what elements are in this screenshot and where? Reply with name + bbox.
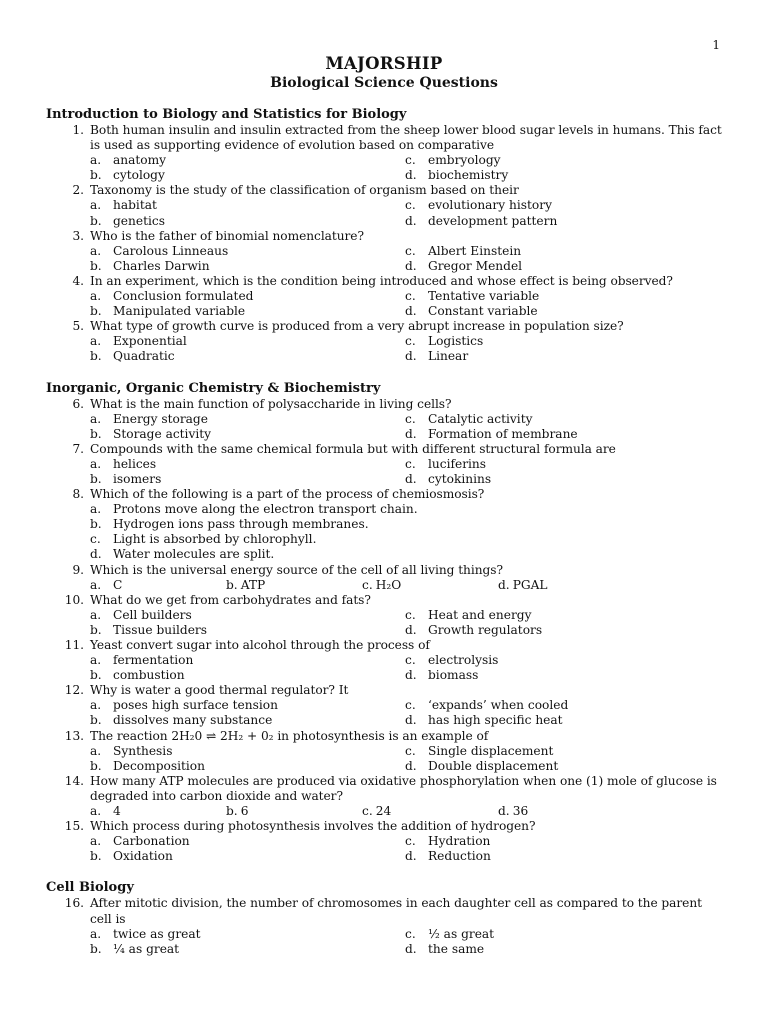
answer-option	[226, 804, 362, 819]
question-text: After mitotic division, the number of chromosomes in each daughter cell as compared to the parent cell is	[90, 896, 702, 926]
question-number: 16.	[64, 896, 84, 911]
answer-options	[46, 744, 726, 774]
answer-option	[405, 349, 677, 364]
answer-option	[90, 334, 405, 349]
answer-options	[46, 457, 726, 487]
option-letter: c.	[405, 926, 416, 941]
question-number: 6.	[72, 396, 84, 411]
option-text: PGAL	[512, 577, 548, 592]
option-text: Catalytic activity	[428, 411, 533, 426]
answer-option	[90, 427, 405, 442]
option-text: Synthesis	[113, 743, 173, 758]
option-text: Albert Einstein	[428, 243, 522, 258]
option-text: the same	[428, 941, 485, 956]
option-letter: c.	[405, 698, 416, 713]
option-letter: a.	[90, 411, 102, 426]
answer-option	[405, 244, 677, 259]
question-text: Which is the universal energy source of the cell of all living things?	[90, 562, 503, 577]
option-letter: c.	[362, 804, 373, 819]
document-title: MAJORSHIP	[325, 54, 443, 73]
option-text: anatomy	[113, 153, 167, 168]
option-text: 24	[375, 804, 392, 819]
answer-option	[405, 153, 677, 168]
question-number: 2.	[72, 183, 84, 198]
option-letter: a.	[90, 743, 102, 758]
option-text: C	[113, 577, 123, 592]
answer-option	[405, 304, 677, 319]
option-text: Formation of membrane	[428, 426, 578, 441]
answer-option	[405, 289, 677, 304]
option-text: embryology	[428, 153, 501, 168]
answer-option	[90, 472, 405, 487]
option-letter: c.	[405, 153, 416, 168]
option-letter: c.	[405, 289, 416, 304]
option-text: poses high surface tension	[113, 698, 278, 713]
question-number: 4.	[72, 273, 84, 288]
answer-options	[46, 834, 726, 864]
question-text: Compounds with the same chemical formula but with different structural formula are	[90, 441, 616, 456]
page-number: 1	[712, 38, 720, 52]
question-item	[46, 729, 726, 774]
option-letter: b.	[90, 426, 102, 441]
option-letter: b.	[90, 471, 102, 486]
question-number: 7.	[72, 441, 84, 456]
answer-option	[90, 244, 405, 259]
answer-options	[46, 198, 726, 228]
option-letter: a.	[90, 926, 102, 941]
answer-options	[46, 502, 726, 562]
option-text: Logistics	[428, 334, 484, 349]
option-text: Charles Darwin	[113, 258, 210, 273]
question	[46, 487, 726, 502]
option-text: Exponential	[113, 334, 187, 349]
answer-option	[90, 849, 405, 864]
answer-options	[46, 927, 726, 957]
option-text: ¼ as great	[113, 941, 180, 956]
answer-option	[90, 653, 405, 668]
answer-option	[90, 698, 405, 713]
answer-option	[405, 744, 677, 759]
option-letter: d.	[405, 758, 417, 773]
question-item	[46, 397, 726, 442]
question	[46, 123, 726, 153]
option-text: dissolves many substance	[113, 713, 273, 728]
answer-option	[90, 927, 405, 942]
question-text: Taxonomy is the study of the classification of organism based on their	[90, 183, 519, 198]
answer-option	[362, 804, 498, 819]
answer-option	[405, 427, 677, 442]
answer-options	[46, 653, 726, 683]
option-letter: a.	[90, 289, 102, 304]
option-letter: a.	[90, 153, 102, 168]
option-letter: b.	[90, 713, 102, 728]
option-text: Protons move along the electron transport chain.	[113, 502, 418, 517]
question-text: How many ATP molecules are produced via oxidative phosphorylation when one (1) mole of glucose is degraded into carbon dioxide and water?	[90, 773, 717, 803]
option-letter: c.	[405, 411, 416, 426]
option-text: Water molecules are split.	[113, 547, 275, 562]
answer-option	[90, 744, 405, 759]
option-letter: c.	[90, 532, 101, 547]
question	[46, 563, 726, 578]
option-text: cytokinins	[428, 471, 492, 486]
question-number: 3.	[72, 228, 84, 243]
answer-option	[405, 653, 677, 668]
answer-option	[90, 578, 226, 593]
option-letter: d.	[405, 349, 417, 364]
option-letter: c.	[405, 243, 416, 258]
answer-option	[90, 198, 405, 213]
option-text: Tentative variable	[428, 289, 540, 304]
question-number: 11.	[64, 638, 84, 652]
question	[46, 593, 726, 608]
option-letter: b.	[90, 941, 102, 956]
answer-option	[405, 198, 677, 213]
option-text: 6	[240, 804, 249, 819]
option-text: twice as great	[113, 926, 201, 941]
question	[46, 274, 726, 289]
question-number: 9.	[72, 562, 84, 577]
option-text: Conclusion formulated	[113, 289, 254, 304]
option-text: biomass	[428, 668, 479, 683]
option-text: Energy storage	[113, 411, 208, 426]
answer-option	[90, 412, 405, 427]
question	[46, 638, 726, 653]
option-text: Decomposition	[113, 758, 205, 773]
answer-option	[90, 214, 405, 229]
option-letter: a.	[90, 834, 102, 849]
option-letter: b.	[90, 849, 102, 864]
answer-options	[46, 334, 726, 364]
answer-options	[46, 698, 726, 728]
question-text: Both human insulin and insulin extracted from the sheep lower blood sugar levels in humans. This fact is used as supporting evidence of evolution based on comparative	[90, 123, 722, 153]
answer-options	[46, 289, 726, 319]
option-text: Hydrogen ions pass through membranes.	[113, 517, 369, 532]
option-text: Manipulated variable	[113, 304, 246, 319]
option-letter: a.	[90, 698, 102, 713]
option-text: Constant variable	[428, 304, 538, 319]
question-item	[46, 638, 726, 683]
option-letter: d.	[405, 168, 417, 183]
answer-option	[405, 759, 677, 774]
option-letter: a.	[90, 577, 102, 592]
option-letter: c.	[362, 577, 373, 592]
answer-option	[405, 668, 677, 683]
answer-option	[405, 698, 677, 713]
option-letter: a.	[90, 653, 102, 668]
option-text: Reduction	[428, 849, 491, 864]
question-number: 10.	[64, 592, 84, 607]
answer-option	[90, 289, 405, 304]
question-number: 1.	[72, 123, 84, 137]
option-text: Linear	[428, 349, 469, 364]
option-letter: d.	[405, 713, 417, 728]
section	[46, 380, 726, 865]
option-text: combustion	[113, 668, 185, 683]
option-letter: d.	[405, 426, 417, 441]
answer-options	[46, 153, 726, 183]
question-text: What do we get from carbohydrates and fats?	[90, 592, 371, 607]
answer-option	[90, 623, 405, 638]
question-text: Which of the following is a part of the process of chemiosmosis?	[90, 487, 485, 502]
option-letter: d.	[405, 304, 417, 319]
option-text: Tissue builders	[113, 622, 208, 637]
question-item	[46, 229, 726, 274]
section	[46, 106, 726, 365]
question	[46, 683, 726, 698]
question-number: 8.	[72, 487, 84, 502]
option-text: fermentation	[113, 653, 194, 668]
answer-options	[46, 804, 726, 819]
question	[46, 319, 726, 334]
question-item	[46, 819, 726, 864]
answer-option	[498, 804, 634, 819]
document-subtitle: Biological Science Questions	[270, 75, 498, 91]
option-letter: d.	[405, 258, 417, 273]
option-text: Growth regulators	[428, 622, 543, 637]
answer-option	[405, 713, 677, 728]
answer-option	[90, 349, 405, 364]
option-text: helices	[113, 456, 157, 471]
question	[46, 729, 726, 744]
answer-option	[405, 623, 677, 638]
answer-option	[405, 168, 677, 183]
option-text: Light is absorbed by chlorophyll.	[113, 532, 317, 547]
option-letter: b.	[90, 758, 102, 773]
option-letter: b.	[90, 168, 102, 183]
question	[46, 397, 726, 412]
answer-option	[90, 168, 405, 183]
option-letter: b.	[226, 577, 238, 592]
question-text: Yeast convert sugar into alcohol through the process of	[90, 638, 430, 652]
option-text: Heat and energy	[428, 607, 532, 622]
answer-option	[90, 608, 405, 623]
option-text: ATP	[240, 577, 266, 592]
option-letter: a.	[90, 198, 102, 213]
option-text: Single displacement	[428, 743, 554, 758]
question-item	[46, 274, 726, 319]
option-letter: b.	[90, 622, 102, 637]
answer-option	[90, 668, 405, 683]
answer-option	[405, 472, 677, 487]
question-text: What is the main function of polysaccharide in living cells?	[90, 396, 452, 411]
question-text: Which process during photosynthesis involves the addition of hydrogen?	[90, 819, 536, 834]
question-text: The reaction 2H₂0 ⇌ 2H₂ + 0₂ in photosynthesis is an example of	[90, 728, 489, 743]
answer-options	[46, 412, 726, 442]
answer-option	[90, 804, 226, 819]
question-item	[46, 319, 726, 364]
option-letter: c.	[405, 607, 416, 622]
option-letter: a.	[90, 456, 102, 471]
option-text: Hydration	[428, 834, 491, 849]
answer-option	[226, 578, 362, 593]
question	[46, 183, 726, 198]
option-letter: d.	[498, 804, 510, 819]
option-letter: a.	[90, 804, 102, 819]
answer-option	[90, 502, 680, 517]
option-text: Gregor Mendel	[428, 258, 523, 273]
option-letter: b.	[90, 349, 102, 364]
option-letter: b.	[90, 304, 102, 319]
option-letter: b.	[90, 213, 102, 228]
option-letter: d.	[405, 849, 417, 864]
option-letter: d.	[498, 577, 510, 592]
option-text: 4	[113, 804, 121, 819]
answer-option	[90, 759, 405, 774]
option-letter: a.	[90, 607, 102, 622]
option-letter: d.	[405, 213, 417, 228]
answer-options	[46, 244, 726, 274]
option-letter: a.	[90, 502, 102, 517]
option-text: Double displacement	[428, 758, 559, 773]
option-text: Carolous Linneaus	[113, 243, 229, 258]
answer-option	[405, 214, 677, 229]
question-item	[46, 487, 726, 562]
option-text: Oxidation	[113, 849, 173, 864]
answer-option	[405, 927, 677, 942]
option-letter: c.	[405, 743, 416, 758]
answer-option	[405, 334, 677, 349]
option-letter: c.	[405, 198, 416, 213]
question	[46, 229, 726, 244]
option-text: Cell builders	[113, 607, 192, 622]
question-text: Why is water a good thermal regulator? It	[90, 683, 349, 698]
question	[46, 819, 726, 834]
question-text: What type of growth curve is produced from a very abrupt increase in population size?	[90, 319, 624, 334]
answer-option	[90, 153, 405, 168]
option-text: Carbonation	[113, 834, 190, 849]
answer-option	[498, 578, 634, 593]
question-number: 15.	[64, 819, 84, 834]
option-letter: b.	[226, 804, 238, 819]
question-item	[46, 442, 726, 487]
section-heading: Introduction to Biology and Statistics for Biology	[46, 107, 407, 122]
answer-option	[90, 517, 680, 532]
option-text: has high specific heat	[428, 713, 563, 728]
answer-option	[90, 834, 405, 849]
answer-options	[46, 578, 726, 593]
option-text: isomers	[113, 471, 162, 486]
option-text: evolutionary history	[428, 198, 552, 213]
option-text: ‘expands’ when cooled	[428, 698, 569, 713]
answer-option	[405, 942, 677, 957]
option-text: cytology	[113, 168, 165, 183]
option-text: H₂O	[375, 577, 402, 592]
answer-option	[90, 713, 405, 728]
answer-option	[405, 457, 677, 472]
option-text: genetics	[113, 213, 165, 228]
option-letter: d.	[405, 941, 417, 956]
answer-option	[90, 457, 405, 472]
question-sections	[46, 106, 726, 972]
answer-option	[90, 942, 405, 957]
option-text: ½ as great	[428, 926, 495, 941]
option-letter: c.	[405, 834, 416, 849]
answer-option	[405, 834, 677, 849]
question-item	[46, 774, 726, 819]
question-number: 12.	[64, 683, 84, 698]
answer-option	[90, 547, 680, 562]
question-text: Who is the father of binomial nomenclature?	[90, 228, 364, 243]
answer-options	[46, 608, 726, 638]
question-item	[46, 896, 726, 956]
question	[46, 896, 726, 926]
option-text: development pattern	[428, 213, 558, 228]
option-letter: c.	[405, 653, 416, 668]
option-text: luciferins	[428, 456, 487, 471]
question-item	[46, 123, 726, 183]
question-item	[46, 593, 726, 638]
answer-option	[90, 532, 680, 547]
option-letter: a.	[90, 243, 102, 258]
answer-option	[405, 412, 677, 427]
answer-option	[405, 259, 677, 274]
section	[46, 879, 726, 956]
option-text: Quadratic	[113, 349, 175, 364]
option-letter: d.	[405, 622, 417, 637]
option-text: habitat	[113, 198, 157, 213]
question-number: 5.	[72, 319, 84, 334]
answer-option	[405, 849, 677, 864]
option-letter: c.	[405, 456, 416, 471]
answer-option	[405, 608, 677, 623]
option-letter: d.	[90, 547, 102, 562]
question-item	[46, 183, 726, 228]
option-letter: a.	[90, 334, 102, 349]
question	[46, 442, 726, 457]
answer-option	[90, 259, 405, 274]
question-item	[46, 563, 726, 593]
option-text: electrolysis	[428, 653, 499, 668]
question-number: 13.	[64, 728, 84, 743]
question-number: 14.	[64, 773, 84, 788]
answer-option	[362, 578, 498, 593]
option-letter: b.	[90, 258, 102, 273]
section-heading: Cell Biology	[46, 880, 134, 896]
option-letter: b.	[90, 517, 102, 532]
option-text: Storage activity	[113, 426, 212, 441]
question	[46, 774, 726, 804]
question-item	[46, 683, 726, 728]
option-text: 36	[512, 804, 529, 819]
section-heading: Inorganic, Organic Chemistry & Biochemistry	[46, 380, 381, 396]
option-letter: b.	[90, 668, 102, 683]
option-letter: d.	[405, 471, 417, 486]
option-text: biochemistry	[428, 168, 509, 183]
option-letter: d.	[405, 668, 417, 683]
answer-option	[90, 304, 405, 319]
option-letter: c.	[405, 334, 416, 349]
question-text: In an experiment, which is the condition being introduced and whose effect is being observed?	[90, 273, 673, 288]
